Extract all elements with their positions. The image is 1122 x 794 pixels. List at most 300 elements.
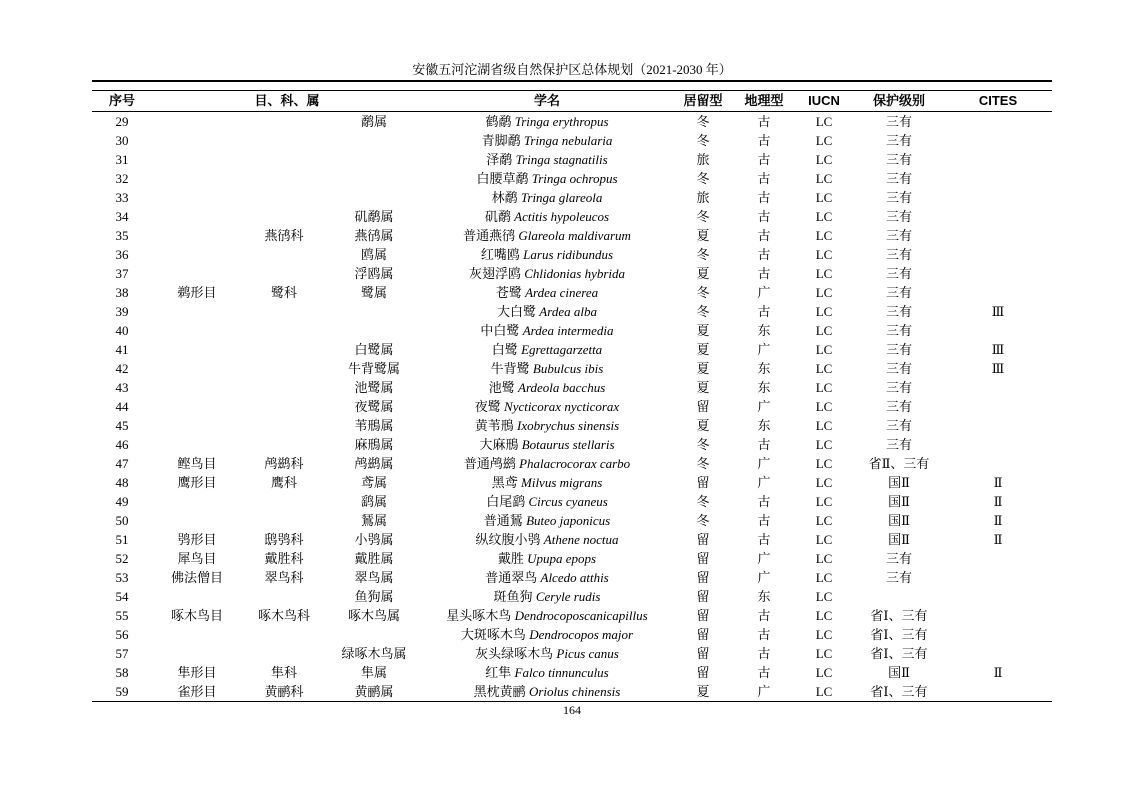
cell-protection: 省Ⅰ、三有 <box>854 682 944 702</box>
cell-number: 38 <box>115 285 129 300</box>
cell-scientific-name <box>422 606 672 625</box>
header-protection-level: 保护级别 <box>854 91 944 112</box>
cell-scientific-name <box>422 188 672 207</box>
chinese-name: 大白鹭 <box>497 304 537 319</box>
cell-geographic: 广 <box>757 342 771 357</box>
cell-family <box>242 302 326 321</box>
cell-scientific-name <box>422 378 672 397</box>
cell-family <box>242 169 326 188</box>
cell-order <box>152 245 242 264</box>
cell-scientific-name <box>422 302 672 321</box>
latin-name: Egrettagarzetta <box>521 342 603 357</box>
table-row <box>92 150 1052 169</box>
table-row <box>92 283 1052 302</box>
cell-scientific-name <box>422 112 672 132</box>
latin-name: Phalacrocorax carbo <box>519 456 631 471</box>
header-scientific-name: 学名 <box>422 91 672 112</box>
cell-iucn: LC <box>815 152 833 167</box>
chinese-name: 普通鵟 <box>483 513 523 528</box>
cell-residence: 留 <box>696 551 710 566</box>
chinese-name: 黑枕黄鹂 <box>473 684 526 699</box>
cell-iucn: LC <box>815 228 833 243</box>
cell-residence: 冬 <box>696 304 710 319</box>
cell-cites: Ⅲ <box>991 361 1005 376</box>
chinese-name: 黄苇鳽 <box>474 418 514 433</box>
cell-scientific-name <box>422 663 672 682</box>
latin-name: Upupa epops <box>527 551 597 566</box>
table-row <box>92 625 1052 644</box>
cell-genus <box>326 169 422 188</box>
cell-family <box>242 644 326 663</box>
cell-geographic: 东 <box>757 589 771 604</box>
chinese-name: 池鹭 <box>488 380 515 395</box>
chinese-name: 夜鹭 <box>474 399 501 414</box>
cell-iucn: LC <box>815 342 833 357</box>
cell-residence: 留 <box>696 646 710 661</box>
cell-iucn: LC <box>815 266 833 281</box>
cell-residence: 留 <box>696 532 710 547</box>
cell-number: 42 <box>115 361 129 376</box>
cell-protection: 三有 <box>885 570 912 585</box>
cell-residence: 留 <box>696 475 710 490</box>
chinese-name: 白尾鹞 <box>486 494 526 509</box>
cell-geographic: 古 <box>757 304 771 319</box>
cell-iucn: LC <box>815 418 833 433</box>
cell-residence: 夏 <box>696 228 710 243</box>
table-row <box>92 359 1052 378</box>
cell-order <box>152 435 242 454</box>
cell-residence: 留 <box>696 570 710 585</box>
cell-number: 41 <box>115 342 129 357</box>
cell-family <box>242 625 326 644</box>
cell-order: 鹈形目 <box>177 285 217 300</box>
cell-order: 啄木鸟目 <box>170 608 223 623</box>
cell-family <box>242 492 326 511</box>
cell-cites <box>944 378 1052 397</box>
cell-family <box>242 321 326 340</box>
cell-geographic: 古 <box>757 494 771 509</box>
cell-geographic: 广 <box>757 551 771 566</box>
cell-geographic: 古 <box>757 209 771 224</box>
table-row <box>92 397 1052 416</box>
cell-genus: 鱼狗属 <box>354 589 394 604</box>
chinese-name: 矶鹬 <box>484 209 511 224</box>
cell-protection: 国Ⅱ <box>888 494 910 509</box>
cell-number: 44 <box>115 399 129 414</box>
chinese-name: 红隼 <box>485 665 512 680</box>
cell-order: 鲣鸟目 <box>177 456 217 471</box>
cell-iucn: LC <box>815 475 833 490</box>
cell-cites <box>944 625 1052 644</box>
cell-cites <box>944 321 1052 340</box>
cell-order <box>152 378 242 397</box>
table-header <box>92 91 1052 112</box>
latin-name: Ardea intermedia <box>522 323 614 338</box>
cell-family: 隼科 <box>270 665 297 680</box>
cell-iucn: LC <box>815 285 833 300</box>
cell-geographic: 古 <box>757 114 771 129</box>
cell-residence: 夏 <box>696 323 710 338</box>
cell-iucn: LC <box>815 361 833 376</box>
latin-name: Athene noctua <box>543 532 619 547</box>
latin-name: Ardea alba <box>539 304 597 319</box>
cell-order: 犀鸟目 <box>177 551 217 566</box>
cell-cites: Ⅱ <box>993 494 1003 509</box>
cell-cites <box>944 435 1052 454</box>
chinese-name: 普通翠鸟 <box>485 570 538 585</box>
latin-name: Botaurus stellaris <box>521 437 615 452</box>
cell-protection: 三有 <box>885 437 912 452</box>
cell-scientific-name <box>422 359 672 378</box>
cell-family: 鹰科 <box>270 475 297 490</box>
table-row <box>92 112 1052 132</box>
cell-geographic: 广 <box>734 682 794 702</box>
cell-order <box>152 492 242 511</box>
latin-name: Nycticorax nycticorax <box>504 399 620 414</box>
latin-name: Falco tinnunculus <box>514 665 609 680</box>
table-row <box>92 378 1052 397</box>
cell-order <box>152 321 242 340</box>
cell-genus: 鵟属 <box>360 513 387 528</box>
cell-family <box>242 435 326 454</box>
chinese-name: 大斑啄木鸟 <box>460 627 526 642</box>
cell-residence: 留 <box>696 608 710 623</box>
cell-cites: Ⅱ <box>993 532 1003 547</box>
header-geographic-type: 地理型 <box>734 91 794 112</box>
cell-iucn: LC <box>815 646 833 661</box>
cell-scientific-name <box>422 397 672 416</box>
cell-genus: 鸢属 <box>360 475 387 490</box>
latin-name: Tringa erythropus <box>514 114 609 129</box>
cell-order <box>152 207 242 226</box>
cell-protection: 三有 <box>885 418 912 433</box>
cell-geographic: 东 <box>757 323 771 338</box>
cell-order <box>152 359 242 378</box>
latin-name: Ceryle rudis <box>535 589 601 604</box>
table-row <box>92 302 1052 321</box>
latin-name: Glareola maldivarum <box>518 228 631 243</box>
cell-geographic: 广 <box>757 456 771 471</box>
species-table <box>92 90 1052 702</box>
cell-number: 30 <box>115 133 129 148</box>
cell-genus: 鸥属 <box>360 247 387 262</box>
cell-family: 鹭科 <box>270 285 297 300</box>
chinese-name: 灰头绿啄木鸟 <box>475 646 554 661</box>
cell-iucn: LC <box>815 513 833 528</box>
cell-order <box>152 625 242 644</box>
cell-number: 46 <box>115 437 129 452</box>
cell-cites <box>944 226 1052 245</box>
cell-cites <box>944 568 1052 587</box>
cell-iucn: LC <box>815 551 833 566</box>
cell-protection: 三有 <box>885 114 912 129</box>
header-residence-type: 居留型 <box>672 91 734 112</box>
cell-family <box>242 207 326 226</box>
cell-residence: 冬 <box>696 209 710 224</box>
cell-residence: 留 <box>696 627 710 642</box>
chinese-name: 黑鸢 <box>491 475 518 490</box>
cell-genus <box>326 625 422 644</box>
cell-cites <box>944 283 1052 302</box>
cell-number: 29 <box>115 114 129 129</box>
cell-cites <box>944 682 1052 702</box>
cell-geographic: 古 <box>757 228 771 243</box>
cell-cites <box>944 397 1052 416</box>
cell-genus: 牛背鹭属 <box>347 361 400 376</box>
table-row <box>92 454 1052 473</box>
cell-iucn: LC <box>815 456 833 471</box>
table-row <box>92 663 1052 682</box>
cell-residence: 夏 <box>696 342 710 357</box>
cell-number: 43 <box>115 380 129 395</box>
chinese-name: 普通鸬鹚 <box>463 456 516 471</box>
cell-number: 50 <box>115 513 129 528</box>
cell-family <box>242 245 326 264</box>
cell-protection: 三有 <box>885 551 912 566</box>
chinese-name: 红嘴鸥 <box>480 247 520 262</box>
cell-residence: 冬 <box>696 114 710 129</box>
cell-protection: 三有 <box>885 133 912 148</box>
latin-name: Larus ridibundus <box>523 247 614 262</box>
cell-scientific-name <box>422 530 672 549</box>
chinese-name: 斑鱼狗 <box>493 589 533 604</box>
cell-geographic: 古 <box>757 190 771 205</box>
cell-genus: 鹞属 <box>360 494 387 509</box>
cell-order: 佛法僧目 <box>170 570 223 585</box>
cell-iucn: LC <box>815 589 833 604</box>
cell-iucn: LC <box>815 627 833 642</box>
cell-family <box>242 416 326 435</box>
cell-genus <box>326 188 422 207</box>
cell-geographic: 古 <box>757 171 771 186</box>
table-row <box>92 207 1052 226</box>
cell-cites <box>944 112 1052 132</box>
cell-genus: 苇鳽属 <box>354 418 394 433</box>
cell-protection: 国Ⅱ <box>888 532 910 547</box>
latin-name: Chlidonias hybrida <box>524 266 626 281</box>
cell-order <box>152 112 242 132</box>
cell-residence: 冬 <box>696 513 710 528</box>
cell-number: 47 <box>115 456 129 471</box>
chinese-name: 白腰草鹬 <box>476 171 529 186</box>
cell-family: 戴胜科 <box>264 551 304 566</box>
cell-family <box>242 340 326 359</box>
cell-protection: 三有 <box>885 171 912 186</box>
cell-geographic: 古 <box>757 608 771 623</box>
cell-iucn: LC <box>815 304 833 319</box>
cell-protection: 三有 <box>885 380 912 395</box>
cell-genus: 戴胜属 <box>354 551 394 566</box>
cell-number: 40 <box>115 323 129 338</box>
cell-number: 36 <box>115 247 129 262</box>
cell-protection: 三有 <box>885 304 912 319</box>
cell-genus <box>326 131 422 150</box>
cell-scientific-name <box>422 131 672 150</box>
cell-genus: 翠鸟属 <box>354 570 394 585</box>
cell-geographic: 东 <box>757 418 771 433</box>
cell-number: 53 <box>115 570 129 585</box>
chinese-name: 苍鹭 <box>495 285 522 300</box>
cell-cites <box>944 606 1052 625</box>
chinese-name: 林鹬 <box>491 190 518 205</box>
header-rule <box>92 80 1052 82</box>
cell-protection: 国Ⅱ <box>888 513 910 528</box>
cell-family <box>242 359 326 378</box>
cell-cites <box>944 188 1052 207</box>
cell-residence: 夏 <box>696 380 710 395</box>
cell-protection <box>854 587 944 606</box>
chinese-name: 鹤鹬 <box>485 114 512 129</box>
cell-number: 31 <box>115 152 129 167</box>
cell-iucn: LC <box>815 494 833 509</box>
cell-order <box>152 188 242 207</box>
cell-family <box>242 511 326 530</box>
cell-family: 黄鹂科 <box>242 682 326 702</box>
latin-name: Dendrocoposcanicapillus <box>514 608 648 623</box>
cell-protection: 省Ⅱ、三有 <box>868 456 930 471</box>
cell-cites <box>944 131 1052 150</box>
page-number: 164 <box>563 703 581 717</box>
cell-number: 39 <box>115 304 129 319</box>
cell-family <box>242 264 326 283</box>
latin-name: Ardeola bacchus <box>518 380 606 395</box>
cell-cites <box>944 644 1052 663</box>
cell-genus: 浮鸥属 <box>354 266 394 281</box>
cell-genus: 啄木鸟属 <box>347 608 400 623</box>
chinese-name: 牛背鹭 <box>490 361 530 376</box>
cell-cites: Ⅲ <box>991 304 1005 319</box>
cell-iucn: LC <box>815 380 833 395</box>
cell-iucn: LC <box>815 399 833 414</box>
cell-protection: 三有 <box>885 209 912 224</box>
chinese-name: 青脚鹬 <box>481 133 521 148</box>
cell-number: 59 <box>92 682 152 702</box>
cell-genus <box>326 321 422 340</box>
cell-protection: 省Ⅰ、三有 <box>870 627 928 642</box>
cell-protection: 三有 <box>885 323 912 338</box>
table-row <box>92 549 1052 568</box>
cell-geographic: 古 <box>757 133 771 148</box>
cell-iucn: LC <box>815 532 833 547</box>
table-row <box>92 416 1052 435</box>
cell-order: 隼形目 <box>177 665 217 680</box>
cell-number: 37 <box>115 266 129 281</box>
cell-geographic: 广 <box>757 570 771 585</box>
cell-number: 48 <box>115 475 129 490</box>
cell-cites <box>944 416 1052 435</box>
cell-order <box>152 302 242 321</box>
cell-family <box>242 378 326 397</box>
cell-order <box>152 131 242 150</box>
cell-geographic: 广 <box>757 285 771 300</box>
cell-geographic: 古 <box>757 247 771 262</box>
latin-name: Alcedo atthis <box>540 570 609 585</box>
latin-name: Milvus migrans <box>521 475 603 490</box>
cell-residence: 冬 <box>696 247 710 262</box>
latin-name: Bubulcus ibis <box>532 361 604 376</box>
table-row <box>92 188 1052 207</box>
cell-scientific-name <box>422 454 672 473</box>
cell-iucn: LC <box>815 171 833 186</box>
cell-family <box>242 587 326 606</box>
cell-order <box>152 416 242 435</box>
chinese-name: 中白鹭 <box>480 323 520 338</box>
cell-iucn: LC <box>815 114 833 129</box>
cell-scientific-name <box>422 511 672 530</box>
cell-number: 45 <box>115 418 129 433</box>
cell-number: 57 <box>115 646 129 661</box>
latin-name: Dendrocopos major <box>529 627 634 642</box>
cell-protection: 三有 <box>885 361 912 376</box>
cell-family: 翠鸟科 <box>264 570 304 585</box>
cell-family <box>242 112 326 132</box>
cell-order: 雀形目 <box>152 682 242 702</box>
cell-genus <box>326 150 422 169</box>
cell-order <box>152 264 242 283</box>
latin-name: Tringa ochropus <box>531 171 618 186</box>
cell-scientific-name <box>422 264 672 283</box>
cell-scientific-name <box>422 245 672 264</box>
cell-genus: 白鹭属 <box>354 342 394 357</box>
cell-genus: 小鸮属 <box>354 532 394 547</box>
latin-name: Ixobrychus sinensis <box>517 418 620 433</box>
cell-scientific-name <box>422 435 672 454</box>
cell-genus: 夜鹭属 <box>354 399 394 414</box>
cell-number: 52 <box>115 551 129 566</box>
cell-residence: 夏 <box>672 682 734 702</box>
cell-cites <box>944 169 1052 188</box>
chinese-name: 普通燕鸻 <box>463 228 516 243</box>
cell-scientific-name <box>422 169 672 188</box>
table-row <box>92 606 1052 625</box>
table-row <box>92 473 1052 492</box>
cell-scientific-name <box>422 473 672 492</box>
cell-family <box>242 188 326 207</box>
cell-cites: Ⅱ <box>993 475 1003 490</box>
cell-cites <box>944 207 1052 226</box>
latin-name: Tringa glareola <box>520 190 603 205</box>
cell-residence: 旅 <box>696 152 710 167</box>
cell-genus: 绿啄木鸟属 <box>341 646 407 661</box>
cell-genus: 隼属 <box>360 665 387 680</box>
latin-name: Oriolus chinensis <box>528 684 621 699</box>
cell-geographic: 古 <box>757 646 771 661</box>
cell-iucn: LC <box>794 682 854 702</box>
header-taxon: 目、科、属 <box>152 91 422 112</box>
table-row <box>92 340 1052 359</box>
table-row <box>92 587 1052 606</box>
cell-geographic: 古 <box>757 627 771 642</box>
chinese-name: 泽鹬 <box>486 152 513 167</box>
chinese-name: 星头啄木鸟 <box>446 608 512 623</box>
cell-scientific-name <box>422 587 672 606</box>
cell-number: 51 <box>115 532 129 547</box>
cell-geographic: 古 <box>757 532 771 547</box>
table-row <box>92 492 1052 511</box>
table-row <box>92 511 1052 530</box>
cell-protection: 三有 <box>885 266 912 281</box>
page-header-title: 安徽五河沱湖省级自然保护区总体规划（2021-2030 年） <box>412 62 732 77</box>
cell-order <box>152 397 242 416</box>
table-row <box>92 131 1052 150</box>
chinese-name: 白鹭 <box>491 342 518 357</box>
cell-residence: 夏 <box>696 361 710 376</box>
cell-protection: 三有 <box>885 152 912 167</box>
cell-protection: 国Ⅱ <box>888 665 910 680</box>
cell-iucn: LC <box>815 665 833 680</box>
cell-residence: 旅 <box>696 190 710 205</box>
cell-family: 燕鸻科 <box>264 228 304 243</box>
